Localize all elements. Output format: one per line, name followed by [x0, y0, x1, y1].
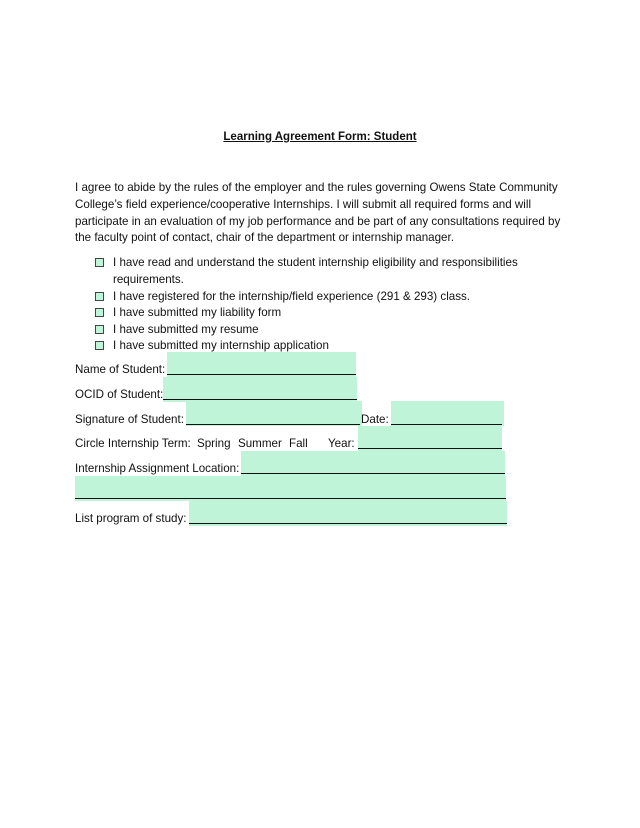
ocid-underline: [163, 399, 357, 400]
location-underline: [241, 473, 505, 474]
checkbox[interactable]: [95, 258, 104, 267]
signature-underline: [186, 424, 360, 425]
checklist-label: I have submitted my liability form: [113, 306, 282, 319]
term-option-spring[interactable]: Spring: [197, 437, 231, 450]
checklist-label: I have submitted my internship application: [113, 339, 329, 352]
location-label: Internship Assignment Location:: [75, 462, 240, 475]
checklist-label: I have submitted my resume: [113, 323, 259, 336]
location-underline-2: [75, 498, 506, 499]
term-option-fall[interactable]: Fall: [289, 437, 308, 450]
signature-field[interactable]: [186, 401, 362, 426]
checkbox[interactable]: [95, 341, 104, 350]
date-label: Date:: [361, 413, 389, 426]
name-underline: [167, 374, 356, 375]
year-underline: [358, 448, 502, 449]
term-label: Circle Internship Term:: [75, 437, 191, 450]
year-label: Year:: [328, 437, 355, 450]
signature-label: Signature of Student:: [75, 413, 184, 426]
agreement-paragraph: I agree to abide by the rules of the employer and the rules governing Owens State Community College’s field experience/cooperative Internships. I will submit all required forms and will participate in an evaluation of my job performance and be part of any consultations required by the faculty point of contact, chair of the department or internship manager.: [75, 181, 561, 245]
program-label: List program of study:: [75, 512, 187, 525]
date-field[interactable]: [391, 401, 504, 426]
checklist-label: I have registered for the internship/field experience (291 & 293) class.: [113, 290, 471, 303]
date-underline: [391, 424, 502, 425]
ocid-label: OCID of Student:: [75, 388, 164, 401]
checkbox[interactable]: [95, 325, 104, 334]
name-label: Name of Student:: [75, 363, 166, 376]
program-underline: [189, 523, 507, 524]
checkbox[interactable]: [95, 292, 104, 301]
term-option-summer[interactable]: Summer: [238, 437, 282, 450]
checklist-label: I have read and understand the student internship eligibility and responsibilities requirements.: [113, 256, 518, 286]
page-title: Learning Agreement Form: Student: [223, 131, 417, 143]
checkbox[interactable]: [95, 308, 104, 317]
